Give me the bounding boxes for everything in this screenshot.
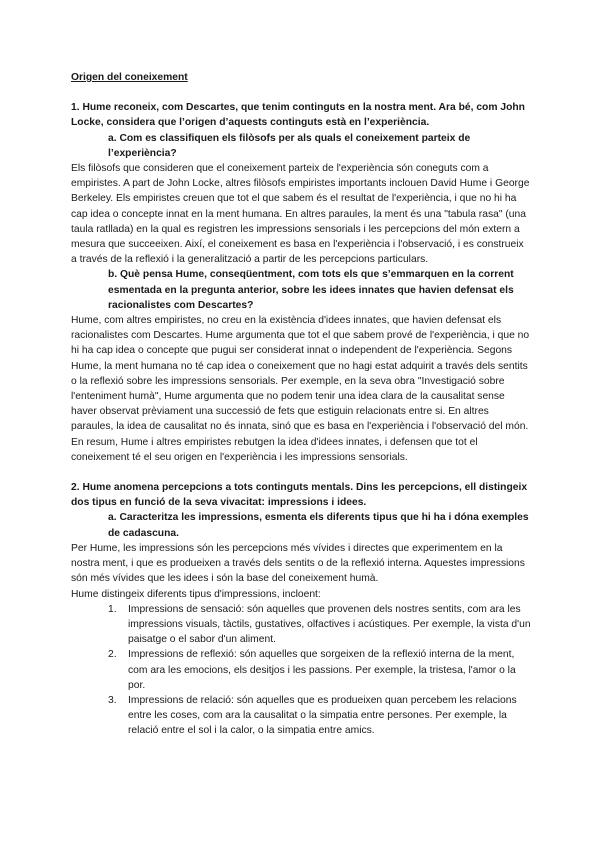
question-2: 2. Hume anomena percepcions a tots continguts mentals. Dins les percepcions, ell distingeix dos tipus en funció de la seva vivacitat: impressions i idees. xyxy=(71,482,528,509)
list-item xyxy=(108,602,531,648)
list-item-number: 3. xyxy=(108,694,117,706)
answer-1a: Els filòsofs que consideren que el coneixement parteix de l'experiència són coneguts com a empiristes. A part de John Locke, altres filòsofs empiristes importants inclouen David Hume i George Berkeley. Els empiristes creuen que tot el que sabem és el resultat de l'experiència, i que no hi ha cap idea o concepte innat en la ment humana. En altres paraules, la ment és una "tabula rasa" (una taula ratllada) en la qual es registren les impressions sensorials i les percepcions del món extern a mesura que succeeixen. Així, el coneixement es basa en l'experiència i l'observació, i es construeix a través de la reflexió i la generalització a partir de les percepcions particulars. xyxy=(71,163,530,266)
question-1a: a. Com es classifiquen els filòsofs per als quals el coneixement parteix de l’experiència? xyxy=(108,132,471,159)
list-item-number: 1. xyxy=(108,603,117,615)
list-item xyxy=(108,647,531,693)
question-2a: a. Caracteritza les impressions, esmenta els diferents tipus que hi ha i dóna exemples de cadascuna. xyxy=(108,512,529,539)
list-intro: Hume distingeix diferents tipus d'impressions, incloent: xyxy=(71,588,321,600)
list-item-text: Impressions de reflexió: són aquelles que sorgeixen de la reflexió interna de la ment, com ara les emocions, els desitjos i les passions. Per exemple, la tristesa, l'amor o la por. xyxy=(128,649,516,691)
answer-2a: Per Hume, les impressions són les percepcions més vívides i directes que experimentem en la nostra ment, i que es produeixen a través dels sentits o de la reflexió interna. Aquestes impressions són més vívides que les idees i són la base del coneixement humà. xyxy=(71,542,525,585)
document-title: Origen del coneixement xyxy=(71,72,188,83)
question-1b: b. Què pensa Hume, conseqüentment, com tots els que s’emmarquen en la corrent esmentada en la pregunta anterior, sobre les idees innates que havien defensat els racionalistes com Descartes? xyxy=(108,269,514,311)
section-gap xyxy=(71,465,531,480)
answer-1b-conclusion: En resum, Hume i altres empiristes rebutgen la idea d'idees innates, i defensen que tot el coneixement té el seu origen en l'experiència i les impressions sensorials. xyxy=(71,436,478,463)
list-item-text: Impressions de relació: són aquelles que es produeixen quan percebem les relacions entre les coses, com ara la causalitat o la simpatia entre persones. Per exemple, la relació entre el sol i la calor, o la simpatia entre amics. xyxy=(128,694,517,737)
document-page xyxy=(71,70,531,739)
list-item xyxy=(108,693,531,739)
question-1: 1. Hume reconeix, com Descartes, que tenim continguts en la nostra ment. Ara bé, com John Locke, considera que l’origen d’aquests continguts està en l’experiència. xyxy=(71,102,525,129)
list-item-text: Impressions de sensació: són aquelles que provenen dels nostres sentits, com ara les impressions visuals, tàctils, gustatives, olfactives i acústiques. Per exemple, la vista d'un paisatge o el sabor d'un aliment. xyxy=(128,603,531,646)
list-item-number: 2. xyxy=(108,649,117,661)
answer-1b: Hume, com altres empiristes, no creu en la existència d'idees innates, que havien defensat els racionalistes com Descartes. Hume argumenta que tot el que sabem prové de l'experiència, i que no hi ha cap idea o concepte que pugui ser considerat innat o independent de l'experiència. Segons Hume, la ment humana no té cap idea o coneixement que no hagi estat adquirit a través dels sentits o la reflexió sobre les impressions sensorials. Per exemple, en la seva obra "Investigació sobre l'enteniment humà", Hume argumenta que no podem tenir una idea clara de la causalitat sense haver observat prèviament una successió de fets que estiguin relacionats entre si. En altres paraules, la idea de causalitat no és innata, sinó que es basa en l'experiència i l'observació del món. xyxy=(71,315,530,433)
impressions-list xyxy=(71,602,531,739)
